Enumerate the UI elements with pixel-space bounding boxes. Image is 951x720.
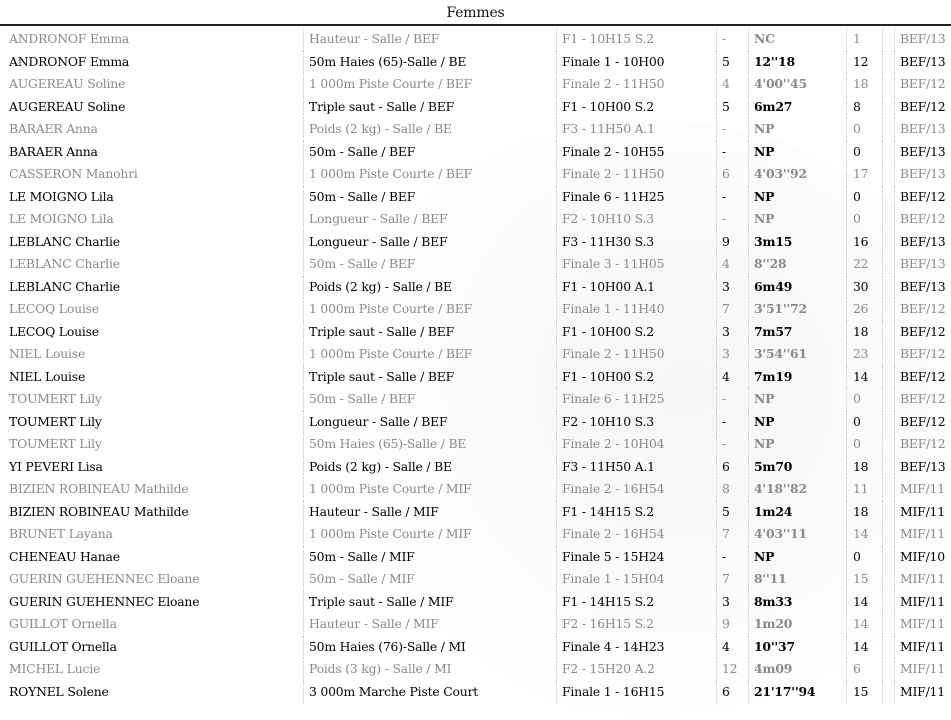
event-cell: Poids (2 kg) - Salle / BE <box>303 276 560 299</box>
table-row <box>0 321 951 344</box>
rank-cell: 9 <box>716 613 752 636</box>
performance-cell: 3'51''72 <box>748 298 850 321</box>
event-cell: 50m Haies (65)-Salle / BE <box>303 433 560 456</box>
category-cell: MIF/11 <box>882 591 951 614</box>
table-row <box>0 478 951 501</box>
table-row <box>0 366 951 389</box>
heat-cell: Finale 2 - 16H54 <box>556 478 720 501</box>
heat-cell: Finale 5 - 15H24 <box>556 546 720 569</box>
category-cell: BEF/12 <box>882 321 951 344</box>
points-cell: 0 <box>846 118 886 141</box>
performance-cell: 6m49 <box>748 276 850 299</box>
rank-cell: 7 <box>716 523 752 546</box>
performance-cell: NP <box>748 433 850 456</box>
rank-cell: 5 <box>716 96 752 119</box>
event-cell: 1 000m Piste Courte / MIF <box>303 478 560 501</box>
category-cell: BEF/12 <box>882 208 951 231</box>
category-cell: BEF/12 <box>882 186 951 209</box>
performance-cell: NP <box>748 186 850 209</box>
points-cell: 1 <box>846 28 886 51</box>
heat-cell: Finale 1 - 15H04 <box>556 568 720 591</box>
heat-cell: Finale 1 - 11H40 <box>556 298 720 321</box>
event-cell: Triple saut - Salle / BEF <box>303 96 560 119</box>
rank-cell: 8 <box>716 478 752 501</box>
category-cell: BEF/12 <box>882 366 951 389</box>
athlete-name-cell: BIZIEN ROBINEAU Mathilde <box>9 481 189 496</box>
heat-cell: Finale 2 - 11H50 <box>556 163 720 186</box>
points-cell: 17 <box>846 163 886 186</box>
heat-cell: Finale 2 - 11H50 <box>556 343 720 366</box>
performance-cell: NP <box>748 546 850 569</box>
table-row <box>0 118 951 141</box>
table-row <box>0 388 951 411</box>
rank-cell: - <box>716 388 752 411</box>
rank-cell: 6 <box>716 456 752 479</box>
rank-cell: 4 <box>716 366 752 389</box>
heat-cell: Finale 2 - 10H55 <box>556 141 720 164</box>
athlete-name-cell: GUILLOT Ornella <box>9 616 117 631</box>
event-cell: 50m - Salle / BEF <box>303 253 560 276</box>
points-cell: 30 <box>846 276 886 299</box>
category-cell: MIF/11 <box>882 501 951 524</box>
table-row <box>0 681 951 704</box>
athlete-name-cell: LE MOIGNO Lila <box>9 211 114 226</box>
performance-cell: NC <box>748 28 850 51</box>
event-cell: Triple saut - Salle / BEF <box>303 366 560 389</box>
table-row <box>0 501 951 524</box>
athlete-name-cell: LEBLANC Charlie <box>9 256 120 271</box>
rank-cell: 4 <box>716 636 752 659</box>
table-row <box>0 298 951 321</box>
event-cell: Hauteur - Salle / MIF <box>303 501 560 524</box>
category-cell: BEF/12 <box>882 96 951 119</box>
category-cell: BEF/12 <box>882 411 951 434</box>
points-cell: 6 <box>846 658 886 681</box>
event-cell: Poids (3 kg) - Salle / MI <box>303 658 560 681</box>
event-cell: 50m - Salle / MIF <box>303 568 560 591</box>
performance-cell: 3m15 <box>748 231 850 254</box>
heat-cell: F2 - 15H20 A.2 <box>556 658 720 681</box>
rank-cell: 5 <box>716 501 752 524</box>
table-row <box>0 96 951 119</box>
table-row <box>0 433 951 456</box>
event-cell: Triple saut - Salle / MIF <box>303 591 560 614</box>
athlete-name-cell: TOUMERT Lily <box>9 391 102 406</box>
category-cell: BEF/13 <box>882 276 951 299</box>
page-title: Femmes <box>0 0 951 26</box>
athlete-name-cell: LECOQ Louise <box>9 301 99 316</box>
rank-cell: - <box>716 141 752 164</box>
event-cell: Poids (2 kg) - Salle / BE <box>303 118 560 141</box>
rank-cell: 7 <box>716 298 752 321</box>
rank-cell: 6 <box>716 163 752 186</box>
performance-cell: 8''11 <box>748 568 850 591</box>
points-cell: 14 <box>846 613 886 636</box>
heat-cell: F2 - 10H10 S.3 <box>556 208 720 231</box>
table-row <box>0 28 951 51</box>
performance-cell: 1m24 <box>748 501 850 524</box>
points-cell: 15 <box>846 681 886 704</box>
event-cell: 50m - Salle / MIF <box>303 546 560 569</box>
points-cell: 0 <box>846 208 886 231</box>
category-cell: BEF/12 <box>882 298 951 321</box>
points-cell: 12 <box>846 51 886 74</box>
points-cell: 16 <box>846 231 886 254</box>
athlete-name-cell: NIEL Louise <box>9 346 86 361</box>
heat-cell: Finale 3 - 11H05 <box>556 253 720 276</box>
table-row <box>0 546 951 569</box>
points-cell: 0 <box>846 186 886 209</box>
heat-cell: F1 - 10H00 S.2 <box>556 366 720 389</box>
table-row <box>0 208 951 231</box>
athlete-name-cell: GUERIN GUEHENNEC Eloane <box>9 593 200 609</box>
category-cell: BEF/12 <box>882 388 951 411</box>
category-cell: MIF/10 <box>882 546 951 569</box>
event-cell: 3 000m Marche Piste Court <box>303 681 560 704</box>
rank-cell: 4 <box>716 253 752 276</box>
rank-cell: 9 <box>716 231 752 254</box>
category-cell: BEF/13 <box>882 51 951 74</box>
rank-cell: - <box>716 208 752 231</box>
event-cell: 50m - Salle / BEF <box>303 186 560 209</box>
heat-cell: Finale 6 - 11H25 <box>556 186 720 209</box>
points-cell: 14 <box>846 523 886 546</box>
rank-cell: 5 <box>716 51 752 74</box>
rank-cell: - <box>716 186 752 209</box>
heat-cell: F1 - 10H00 S.2 <box>556 96 720 119</box>
table-row <box>0 591 951 614</box>
athlete-name-cell: LEBLANC Charlie <box>9 278 120 294</box>
table-row <box>0 411 951 434</box>
heat-cell: Finale 6 - 11H25 <box>556 388 720 411</box>
points-cell: 0 <box>846 433 886 456</box>
rank-cell: 3 <box>716 591 752 614</box>
athlete-name-cell: CHENEAU Hanae <box>9 548 120 564</box>
athlete-name-cell: TOUMERT Lily <box>9 436 102 451</box>
heat-cell: F1 - 10H00 A.1 <box>556 276 720 299</box>
rank-cell: 3 <box>716 276 752 299</box>
heat-cell: Finale 2 - 10H04 <box>556 433 720 456</box>
performance-cell: 4'03''92 <box>748 163 850 186</box>
rank-cell: 3 <box>716 321 752 344</box>
table-row <box>0 253 951 276</box>
points-cell: 15 <box>846 568 886 591</box>
performance-cell: 7m57 <box>748 321 850 344</box>
athlete-name-cell: AUGEREAU Soline <box>9 98 126 114</box>
category-cell: BEF/13 <box>882 253 951 276</box>
athlete-name-cell: MICHEL Lucie <box>9 661 101 676</box>
category-cell: BEF/13 <box>882 118 951 141</box>
performance-cell: NP <box>748 388 850 411</box>
heat-cell: F2 - 10H10 S.3 <box>556 411 720 434</box>
table-row <box>0 636 951 659</box>
performance-cell: NP <box>748 411 850 434</box>
rank-cell: - <box>716 118 752 141</box>
points-cell: 18 <box>846 501 886 524</box>
performance-cell: 4'18''82 <box>748 478 850 501</box>
points-cell: 0 <box>846 141 886 164</box>
rank-cell: - <box>716 433 752 456</box>
performance-cell: NP <box>748 118 850 141</box>
heat-cell: Finale 1 - 10H00 <box>556 51 720 74</box>
event-cell: 1 000m Piste Courte / BEF <box>303 298 560 321</box>
table-row <box>0 141 951 164</box>
category-cell: BEF/13 <box>882 231 951 254</box>
category-cell: MIF/11 <box>882 478 951 501</box>
points-cell: 23 <box>846 343 886 366</box>
heat-cell: F3 - 11H30 S.3 <box>556 231 720 254</box>
event-cell: 1 000m Piste Courte / BEF <box>303 163 560 186</box>
points-cell: 14 <box>846 366 886 389</box>
points-cell: 18 <box>846 321 886 344</box>
category-cell: MIF/11 <box>882 613 951 636</box>
category-cell: MIF/11 <box>882 523 951 546</box>
athlete-name-cell: BRUNET Layana <box>9 526 113 541</box>
rank-cell: - <box>716 546 752 569</box>
rank-cell: 4 <box>716 73 752 96</box>
table-row <box>0 276 951 299</box>
points-cell: 18 <box>846 456 886 479</box>
heat-cell: Finale 2 - 16H54 <box>556 523 720 546</box>
table-row <box>0 343 951 366</box>
event-cell: Triple saut - Salle / BEF <box>303 321 560 344</box>
rank-cell: 7 <box>716 568 752 591</box>
table-row <box>0 658 951 681</box>
category-cell: MIF/11 <box>882 636 951 659</box>
rank-cell: 3 <box>716 343 752 366</box>
rank-cell: 12 <box>716 658 752 681</box>
performance-cell: 7m19 <box>748 366 850 389</box>
athlete-name-cell: GUERIN GUEHENNEC Eloane <box>9 571 200 586</box>
category-cell: MIF/11 <box>882 568 951 591</box>
performance-cell: 12''18 <box>748 51 850 74</box>
event-cell: Longueur - Salle / BEF <box>303 231 560 254</box>
performance-cell: 4'03''11 <box>748 523 850 546</box>
points-cell: 0 <box>846 388 886 411</box>
athlete-name-cell: AUGEREAU Soline <box>9 76 126 91</box>
heat-cell: Finale 4 - 14H23 <box>556 636 720 659</box>
athlete-name-cell: BIZIEN ROBINEAU Mathilde <box>9 503 189 519</box>
event-cell: Hauteur - Salle / BEF <box>303 28 560 51</box>
performance-cell: 6m27 <box>748 96 850 119</box>
athlete-name-cell: CASSERON Manohri <box>9 166 138 181</box>
category-cell: BEF/13 <box>882 456 951 479</box>
table-row <box>0 568 951 591</box>
athlete-name-cell: LECOQ Louise <box>9 323 99 339</box>
performance-cell: 5m70 <box>748 456 850 479</box>
rank-cell: - <box>716 411 752 434</box>
athlete-name-cell: BARAER Anna <box>9 121 98 136</box>
performance-cell: 4m09 <box>748 658 850 681</box>
athlete-name-cell: LE MOIGNO Lila <box>9 188 114 204</box>
heat-cell: F3 - 11H50 A.1 <box>556 456 720 479</box>
athlete-name-cell: GUILLOT Ornella <box>9 638 117 654</box>
points-cell: 0 <box>846 546 886 569</box>
event-cell: 50m - Salle / BEF <box>303 388 560 411</box>
points-cell: 8 <box>846 96 886 119</box>
heat-cell: F1 - 14H15 S.2 <box>556 501 720 524</box>
athlete-name-cell: ROYNEL Solene <box>9 683 109 699</box>
heat-cell: F1 - 10H15 S.2 <box>556 28 720 51</box>
heat-cell: Finale 1 - 16H15 <box>556 681 720 704</box>
heat-cell: F2 - 16H15 S.2 <box>556 613 720 636</box>
points-cell: 14 <box>846 591 886 614</box>
event-cell: 50m Haies (65)-Salle / BE <box>303 51 560 74</box>
event-cell: Longueur - Salle / BEF <box>303 411 560 434</box>
performance-cell: NP <box>748 208 850 231</box>
performance-cell: 8m33 <box>748 591 850 614</box>
results-table <box>0 28 951 703</box>
performance-cell: 10''37 <box>748 636 850 659</box>
athlete-name-cell: ANDRONOF Emma <box>9 31 130 46</box>
table-row <box>0 523 951 546</box>
performance-cell: 3'54''61 <box>748 343 850 366</box>
category-cell: BEF/13 <box>882 28 951 51</box>
heat-cell: F3 - 11H50 A.1 <box>556 118 720 141</box>
heat-cell: Finale 2 - 11H50 <box>556 73 720 96</box>
table-row <box>0 73 951 96</box>
athlete-name-cell: LEBLANC Charlie <box>9 233 120 249</box>
table-row <box>0 456 951 479</box>
points-cell: 11 <box>846 478 886 501</box>
table-row <box>0 613 951 636</box>
performance-cell: NP <box>748 141 850 164</box>
heat-cell: F1 - 14H15 S.2 <box>556 591 720 614</box>
performance-cell: 1m20 <box>748 613 850 636</box>
category-cell: BEF/12 <box>882 343 951 366</box>
category-cell: BEF/13 <box>882 141 951 164</box>
table-row <box>0 163 951 186</box>
event-cell: Poids (2 kg) - Salle / BE <box>303 456 560 479</box>
athlete-name-cell: ANDRONOF Emma <box>9 53 130 69</box>
category-cell: BEF/13 <box>882 163 951 186</box>
event-cell: Longueur - Salle / BEF <box>303 208 560 231</box>
athlete-name-cell: TOUMERT Lily <box>9 413 102 429</box>
performance-cell: 8''28 <box>748 253 850 276</box>
rank-cell: - <box>716 28 752 51</box>
heat-cell: F1 - 10H00 S.2 <box>556 321 720 344</box>
event-cell: 1 000m Piste Courte / BEF <box>303 73 560 96</box>
points-cell: 18 <box>846 73 886 96</box>
event-cell: 1 000m Piste Courte / BEF <box>303 343 560 366</box>
event-cell: 50m - Salle / BEF <box>303 141 560 164</box>
category-cell: BEF/12 <box>882 433 951 456</box>
points-cell: 0 <box>846 411 886 434</box>
category-cell: BEF/12 <box>882 73 951 96</box>
event-cell: Hauteur - Salle / MIF <box>303 613 560 636</box>
event-cell: 1 000m Piste Courte / MIF <box>303 523 560 546</box>
points-cell: 22 <box>846 253 886 276</box>
performance-cell: 21'17''94 <box>748 681 850 704</box>
points-cell: 14 <box>846 636 886 659</box>
event-cell: 50m Haies (76)-Salle / MI <box>303 636 560 659</box>
athlete-name-cell: NIEL Louise <box>9 368 86 384</box>
table-row <box>0 186 951 209</box>
table-row <box>0 51 951 74</box>
points-cell: 26 <box>846 298 886 321</box>
rank-cell: 6 <box>716 681 752 704</box>
category-cell: MIF/11 <box>882 681 951 704</box>
athlete-name-cell: YI PEVERI Lisa <box>9 458 103 474</box>
table-row <box>0 231 951 254</box>
category-cell: MIF/11 <box>882 658 951 681</box>
performance-cell: 4'00''45 <box>748 73 850 96</box>
athlete-name-cell: BARAER Anna <box>9 143 98 159</box>
